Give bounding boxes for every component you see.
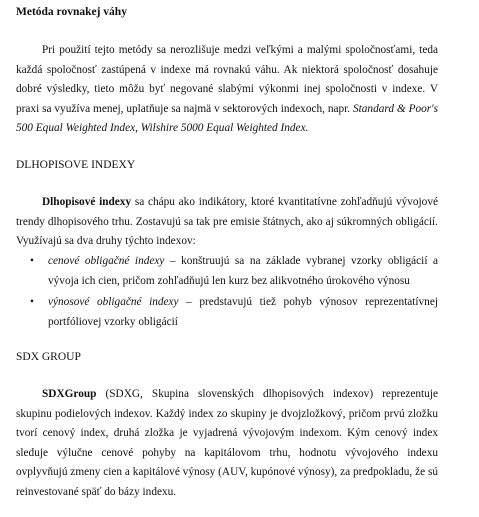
list-item-description: – predstavujú tiež pohyb výnosov reprezentatívnej portfóliovej vzorky obligácií — [48, 296, 438, 328]
list-item — [30, 293, 438, 332]
term-sdxgroup: SDXGroup — [42, 388, 97, 400]
section-heading-sdx-group: SDX GROUP — [16, 351, 81, 363]
section-heading-bond-indexes: DLHOPISOVE INDEXY — [16, 159, 136, 171]
paragraph-sdx-group — [16, 385, 438, 503]
paragraph-text: (SDXG, Skupina slovenských dlhopisových indexov) reprezentuje skupinu podielových indexov. Každý index zo skupiny je dvojzložkový, pričom prvú zložku tvorí cenový index, druhá zložka je vyjadrená vývojovým indexom. Kým cenový index sleduje výlučne cenové pohyby na kapitálovom trhu, hodnotu vývojového indexu ovplyvňujú zmeny cien a kapitálové výnosy (AUV, kupónové výnosy), za predpokladu, že sú reinvestované späť do bázy indexu. — [16, 388, 438, 498]
paragraph-text: Pri použití tejto metódy sa nerozlišuje medzi veľkými a malými spoločnosťami, teda každá spoločnosť zastúpená v indexe má rovnakú váhu. Ak niektorá spoločnosť dosahuje dobré výsledky, tieto môžu byť negované slabými výkonmi inej spoločnosti v indexe. V praxi sa využíva menej, uplatňuje sa najmä v sektorových indexoch, napr. — [16, 44, 438, 115]
list-item-term: cenové obligačné indexy — [48, 255, 165, 267]
bullet-icon: • — [30, 296, 34, 308]
list-item-description: – konštruujú sa na základe vybranej vzorky obligácií a vývoja ich cien, pričom zohľadňujú len kurz bez alikvotného úrokového výnosu — [48, 255, 438, 287]
list-item — [30, 252, 438, 291]
paragraph-equal-weight — [16, 41, 438, 139]
list-item-text — [48, 293, 438, 332]
list-item-text — [48, 252, 438, 291]
bullet-icon: • — [30, 255, 34, 267]
list-item-term: výnosové obligačné indexy — [48, 296, 179, 308]
term-bond-indexes: Dlhopisové indexy — [42, 196, 132, 208]
paragraph-text: sa chápu ako indikátory, ktoré kvantitatívne zohľadňujú vývojové trendy dlhopisového trhu. Zostavujú sa tak pre emisie štátnych, ako aj súkromných obligácií. Využívajú sa dva druhy týchto indexov: — [16, 196, 438, 248]
section-heading-equal-weight: Metóda rovnakej váhy — [16, 6, 127, 18]
index-examples: Standard & Poor's 500 Equal Weighted Index, Wilshire 5000 Equal Weighted Index. — [16, 102, 438, 135]
paragraph-bond-indexes — [16, 193, 438, 252]
